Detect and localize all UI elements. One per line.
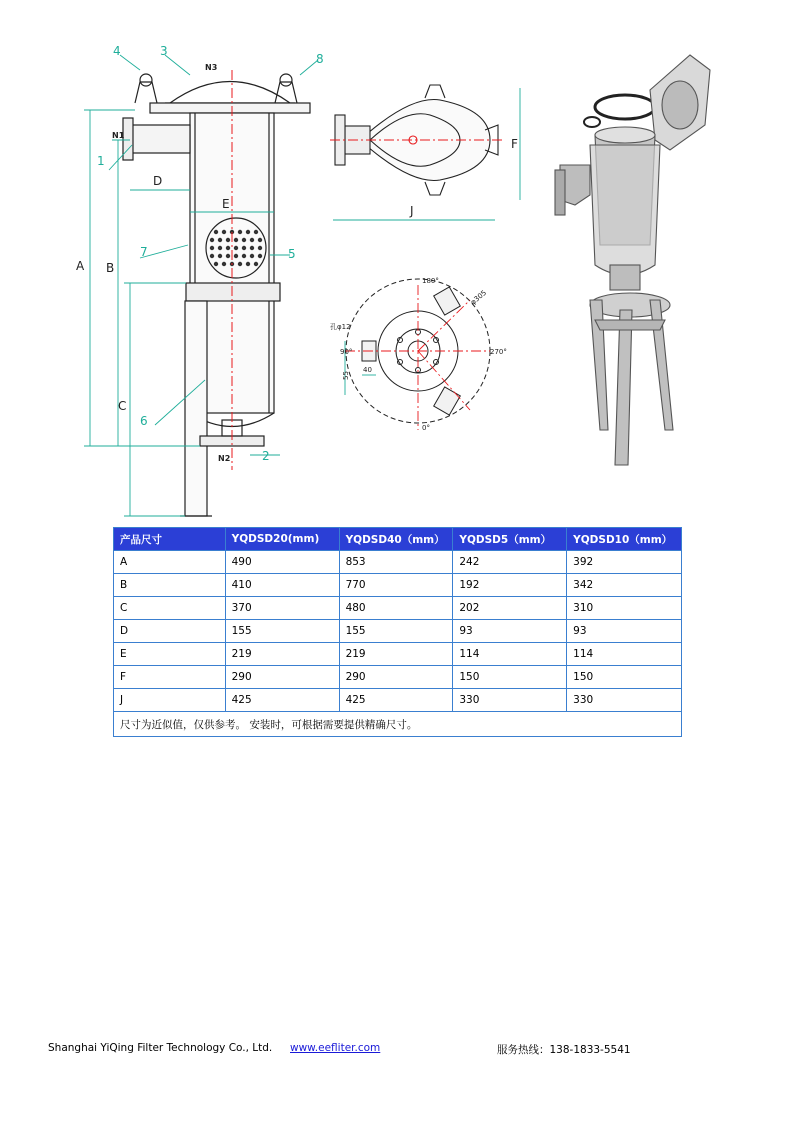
- table-cell: 290: [225, 666, 339, 689]
- table-header-cell: YQDSD20(mm): [225, 528, 339, 551]
- angle-label-270: 270°: [490, 348, 507, 356]
- part-number-3: 3: [160, 44, 168, 58]
- part-number-5: 5: [288, 247, 296, 261]
- nozzle-label-n3: N3: [205, 63, 218, 72]
- table-cell: 425: [225, 689, 339, 712]
- table-header-row: [114, 528, 682, 551]
- table-note-row: [114, 712, 682, 737]
- dim-label-40: 40: [363, 366, 372, 374]
- table-row: [114, 551, 682, 574]
- page-footer: [0, 1042, 793, 1058]
- table-cell: 330: [567, 689, 682, 712]
- table-row: [114, 574, 682, 597]
- part-number-8: 8: [316, 52, 324, 66]
- table-cell: 853: [339, 551, 453, 574]
- table-cell: 242: [453, 551, 567, 574]
- table-row: [114, 620, 682, 643]
- dim-label-b: B: [106, 261, 115, 275]
- table-cell: 310: [567, 597, 682, 620]
- table-cell: 202: [453, 597, 567, 620]
- company-name: Shanghai YiQing Filter Technology Co., Ltd.: [48, 1042, 273, 1054]
- drawing-svg: [40, 40, 740, 525]
- table-cell: A: [114, 551, 226, 574]
- table-cell: 490: [225, 551, 339, 574]
- table-cell: 155: [339, 620, 453, 643]
- table-cell: J: [114, 689, 226, 712]
- table-row: [114, 597, 682, 620]
- table-cell: 150: [567, 666, 682, 689]
- table-cell: 114: [567, 643, 682, 666]
- table-cell: 342: [567, 574, 682, 597]
- table-row: [114, 689, 682, 712]
- table-cell: 93: [567, 620, 682, 643]
- dim-label-a: A: [76, 259, 85, 273]
- leg-layout-labels: [330, 277, 507, 432]
- table-row: [114, 666, 682, 689]
- table-cell: B: [114, 574, 226, 597]
- part-number-1: 1: [97, 154, 105, 168]
- table-header-cell: 产品尺寸: [114, 528, 226, 551]
- table-cell: 410: [225, 574, 339, 597]
- angle-label-180: 180°: [422, 277, 439, 285]
- angle-label-90: 90°: [340, 348, 353, 356]
- table-row: [114, 643, 682, 666]
- dimension-table: [113, 527, 682, 737]
- table-header-cell: YQDSD5（mm）: [453, 528, 567, 551]
- table-cell: 219: [225, 643, 339, 666]
- dim-label-d: D: [153, 174, 163, 188]
- table-cell: 155: [225, 620, 339, 643]
- table-header-cell: YQDSD40（mm）: [339, 528, 453, 551]
- table-cell: 480: [339, 597, 453, 620]
- table-header-cell: YQDSD10（mm）: [567, 528, 682, 551]
- website-link[interactable]: www.eefliter.com: [290, 1042, 381, 1054]
- dim-label-f: F: [511, 137, 518, 151]
- part-number-2: 2: [262, 449, 270, 463]
- dim-label-55: 55: [342, 371, 350, 380]
- nozzle-label-n2: N2: [218, 454, 231, 463]
- nozzle-label-n1: N1: [112, 131, 125, 140]
- part-number-7: 7: [140, 245, 148, 259]
- table-cell: 192: [453, 574, 567, 597]
- table-cell: 114: [453, 643, 567, 666]
- service-hotline: 服务热线：138-1833-5541: [497, 1044, 631, 1056]
- table-cell: E: [114, 643, 226, 666]
- table-cell: 330: [453, 689, 567, 712]
- isometric-illustration: [555, 55, 710, 465]
- dim-label-c: C: [118, 399, 127, 413]
- table-cell: 425: [339, 689, 453, 712]
- table-cell: F: [114, 666, 226, 689]
- part-number-4: 4: [113, 44, 121, 58]
- table-cell: 370: [225, 597, 339, 620]
- technical-drawing: [40, 40, 740, 525]
- side-elevation-view: [123, 74, 310, 516]
- dim-label-e: E: [222, 197, 230, 211]
- pcd-label: φ305: [469, 288, 489, 307]
- table-cell: 150: [453, 666, 567, 689]
- hole-label: 孔φ12: [330, 323, 351, 331]
- table-cell: 290: [339, 666, 453, 689]
- table-cell: C: [114, 597, 226, 620]
- table-cell: 93: [453, 620, 567, 643]
- part-number-6: 6: [140, 414, 148, 428]
- table-cell: 219: [339, 643, 453, 666]
- table-cell: D: [114, 620, 226, 643]
- dim-label-j: J: [410, 204, 414, 218]
- table-cell: 392: [567, 551, 682, 574]
- table-cell: 770: [339, 574, 453, 597]
- angle-label-0: 0°: [422, 424, 430, 432]
- table-note: 尺寸为近似值，仅供参考。 安装时，可根据需要提供精确尺寸。: [114, 712, 682, 737]
